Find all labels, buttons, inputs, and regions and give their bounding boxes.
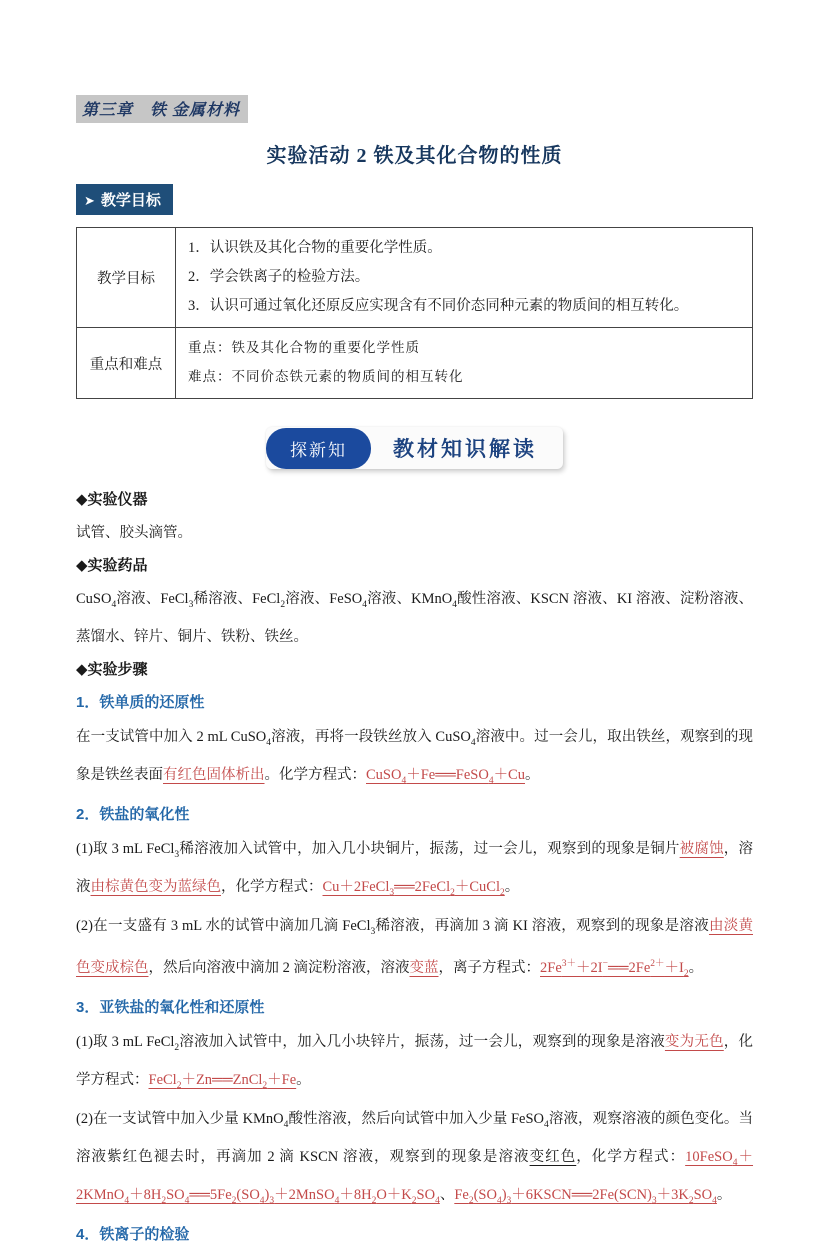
paragraph: (2)在一支试管中加入少量 KMnO$_4$酸性溶液，然后向试管中加入少量 FeSO$_4$溶液，观察溶液的颜色变化。当溶液紫红色褪去时，再滴加 2 滴 KSCN 溶液，观察到的现象是溶液变红色，化学方程式：$10FeSO_4+2KMnO_4+8H_2SO_4══5Fe_2(SO_4)_3+2MnSO_4+8H_2O+K_2SO_4$、$Fe_2(SO_4)_3+6KSCN══2Fe(SCN)_3+3K_2SO_4$。 (76, 1111, 754, 1206)
subscript: 3 (651, 1196, 657, 1206)
subscript: 2 (262, 1081, 268, 1091)
subscript: 4 (712, 1196, 717, 1206)
subscript: 4 (452, 600, 457, 610)
paragraph: 试管、胶头滴管。 (76, 525, 192, 541)
table-row (77, 328, 753, 399)
banner-pill: 探新知 (266, 428, 371, 469)
subscript: 4 (732, 1158, 738, 1168)
supscript: − (602, 959, 608, 969)
objectives-table (76, 227, 753, 399)
subscript: 4 (124, 1196, 130, 1206)
subscript: 2 (411, 1196, 417, 1206)
table-row-body (176, 228, 753, 328)
subscript: 4 (496, 1196, 502, 1206)
keypoint-line: 难点：不同价态铁元素的物质间的相互转化 (188, 369, 464, 385)
subscript: 2 (231, 1196, 237, 1206)
teaching-objectives-label (76, 184, 173, 215)
subscript: 4 (470, 738, 476, 748)
subscript: 4 (266, 738, 272, 748)
step-heading: 4．铁离子的检验 (76, 1226, 190, 1243)
subscript: 3 (370, 927, 376, 937)
page-title: 实验活动 2 铁及其化合物的性质 (266, 145, 563, 167)
subscript: 4 (401, 776, 407, 786)
answer-red: $Fe_2(SO_4)_3+6KSCN══2Fe(SCN)_3+3K_2SO_4$ (454, 1187, 717, 1206)
paragraph: (1)取 3 mL FeCl$_3$稀溶液加入试管中，加入几小块铜片，振荡，过一会儿，观察到的现象是铜片被腐蚀，溶液由棕黄色变为蓝绿色，化学方程式：Cu＋2FeCl$_3$══2FeCl$_2$＋CuCl$_2$。 (76, 841, 754, 898)
subscript: 4 (488, 776, 494, 786)
objective-line: 1．认识铁及其化合物的重要化学性质。 (188, 240, 442, 256)
step-heading: 2．铁盐的氧化性 (76, 806, 190, 823)
section-heading: ◆实验药品 (76, 558, 148, 574)
keypoint-line: 重点：铁及其化合物的重要化学性质 (188, 340, 420, 356)
subscript: 2 (176, 1081, 182, 1091)
section-heading: ◆实验仪器 (76, 492, 148, 508)
supscript: 2＋ (650, 959, 665, 969)
subscript: 4 (184, 1196, 190, 1206)
answer-red: 被腐蚀 (679, 841, 724, 857)
answer-red: 变为无色 (664, 1034, 724, 1050)
subscript: 3 (188, 600, 194, 610)
paragraph: CuSO$_4$溶液、FeCl$_3$稀溶液、FeCl$_2$溶液、FeSO$_4$溶液、KMnO$_4$酸性溶液、KSCN 溶液、KI 溶液、淀粉溶液、蒸馏水、锌片、铜片、铁粉、铁丝。 (76, 591, 754, 645)
answer-red: Cu＋2FeCl$_3$══2FeCl$_2$＋CuCl$_2$ (322, 879, 505, 898)
subscript: 2 (683, 969, 689, 979)
objective-line: 3．认识可通过氧化还原反应实现含有不同价态同种元素的物质间的相互转化。 (188, 298, 689, 314)
subscript: 3 (389, 888, 395, 898)
banner-card (266, 427, 563, 469)
step-heading: 1．铁单质的还原性 (76, 694, 205, 711)
answer-red: 由棕黄色变为蓝绿色 (90, 879, 221, 895)
subscript: 2 (450, 888, 455, 898)
subscript: 4 (259, 1196, 265, 1206)
subscript: 2 (161, 1196, 167, 1206)
supscript: 3＋ (561, 959, 577, 969)
subscript: 4 (362, 600, 367, 610)
subscript: 4 (435, 1196, 440, 1206)
table-row-header: 教学目标 (77, 228, 176, 328)
arrow-right-icon: ➤ (84, 193, 95, 208)
answer-red: CuSO$_4$＋Fe══FeSO$_4$＋Cu (366, 767, 525, 786)
step-heading: 3．亚铁盐的氧化性和还原性 (76, 999, 265, 1016)
answer-red: FeCl$_2$＋Zn══ZnCl$_2$＋Fe (148, 1072, 297, 1091)
answer-red: $10FeSO_4+2KMnO_4+8H_2SO_4══5Fe_2(SO_4)_3+2MnSO_4+8H_2O+K_2SO_4$ (76, 1149, 754, 1206)
subscript: 4 (283, 1120, 289, 1130)
content-blocks (76, 485, 753, 1250)
answer-underline: 变红色 (529, 1149, 577, 1165)
paragraph: 在一支试管中加入 2 mL CuSO$_4$溶液，再将一段铁丝放入 CuSO$_4$溶液中。过一会儿，取出铁丝，观察到的现象是铁丝表面有红色固体析出。化学方程式：CuSO$_4$＋Fe══FeSO$_4$＋Cu。 (76, 729, 753, 786)
objectives-label-text: 教学目标 (100, 192, 161, 209)
banner-title: 教材知识解读 (393, 438, 537, 461)
section-banner (76, 427, 753, 469)
subscript: 2 (371, 1196, 377, 1206)
subscript: 3 (174, 850, 180, 860)
answer-red: $2Fe^{3+}+2I^-══2Fe^{2+}+I_2$ (540, 959, 689, 979)
answer-red: 由淡黄色变成棕色 (76, 918, 753, 976)
subscript: 4 (334, 1196, 340, 1206)
subscript: 4 (111, 600, 117, 610)
objective-line: 2．学会铁离子的检验方法。 (188, 269, 370, 285)
answer-red: 变蓝 (409, 960, 439, 976)
subscript: 4 (544, 1120, 549, 1130)
paragraph: (1)取 3 mL FeCl$_2$溶液加入试管中，加入几小块锌片，振荡，过一会儿，观察到的现象是溶液变为无色，化学方程式：FeCl$_2$＋Zn══ZnCl$_2$＋Fe。 (76, 1034, 753, 1091)
table-row (77, 228, 753, 328)
subscript: 2 (174, 1043, 180, 1053)
answer-red: 有红色固体析出 (163, 767, 265, 783)
section-heading: ◆实验步骤 (76, 662, 148, 678)
subscript: 2 (688, 1196, 694, 1206)
subscript: 3 (506, 1196, 512, 1206)
chapter-tag: 第三章 铁 金属材料 (76, 95, 248, 123)
subscript: 2 (468, 1196, 474, 1206)
subscript: 2 (280, 600, 286, 610)
subscript: 2 (500, 888, 505, 898)
paragraph: (2)在一支盛有 3 mL 水的试管中滴加几滴 FeCl$_3$稀溶液，再滴加 3 滴 KI 溶液，观察到的现象是溶液由淡黄色变成棕色，然后向溶液中滴加 2 滴淀粉溶液，溶液变蓝，离子方程式：$2Fe^{3+}+2I^-══2Fe^{2+}+I_2$。 (76, 918, 753, 979)
table-row-header: 重点和难点 (77, 328, 176, 399)
subscript: 3 (269, 1196, 275, 1206)
table-row-body (176, 328, 753, 399)
